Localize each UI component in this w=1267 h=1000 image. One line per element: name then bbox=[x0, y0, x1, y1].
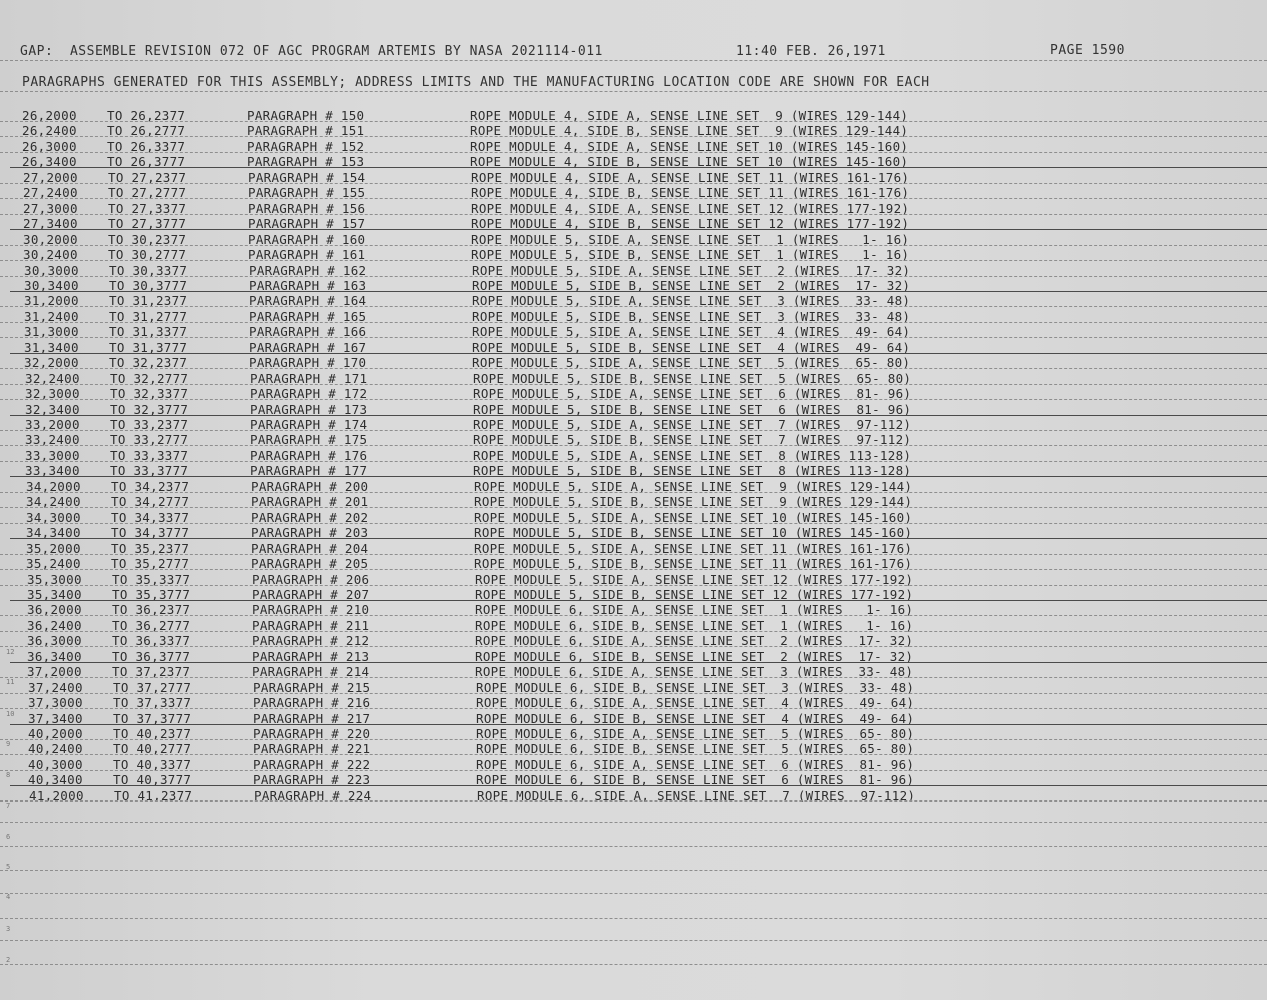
address-start: 34,3000 bbox=[26, 509, 81, 525]
rope-module-description: ROPE MODULE 5, SIDE B, SENSE LINE SET 2 (WIRES 17- 32) bbox=[472, 277, 911, 293]
rope-module-description: ROPE MODULE 6, SIDE B, SENSE LINE SET 2 (WIRES 17- 32) bbox=[475, 648, 914, 664]
ruled-line bbox=[10, 353, 1267, 354]
rope-module-description: ROPE MODULE 6, SIDE A, SENSE LINE SET 7 (WIRES 97-112) bbox=[477, 787, 916, 803]
rope-module-description: ROPE MODULE 6, SIDE B, SENSE LINE SET 6 (WIRES 81- 96) bbox=[476, 772, 915, 788]
ruled-line bbox=[0, 870, 1267, 871]
rope-module-description: ROPE MODULE 5, SIDE A, SENSE LINE SET 8 (WIRES 113-128) bbox=[473, 447, 912, 463]
rope-module-description: ROPE MODULE 6, SIDE A, SENSE LINE SET 6 (WIRES 81- 96) bbox=[476, 756, 915, 772]
address-start: 26,2000 bbox=[22, 108, 77, 123]
paragraph-number: PARAGRAPH # 177 bbox=[250, 463, 368, 479]
paragraph-number: PARAGRAPH # 150 bbox=[247, 108, 365, 123]
paragraph-number: PARAGRAPH # 170 bbox=[249, 355, 367, 371]
address-end: TO 27,2777 bbox=[108, 185, 187, 201]
address-start: 36,2400 bbox=[27, 617, 82, 633]
address-start: 32,3000 bbox=[25, 386, 80, 402]
margin-number: 6 bbox=[6, 833, 11, 841]
address-end: TO 37,2377 bbox=[112, 664, 191, 680]
ruled-line bbox=[0, 822, 1267, 823]
rope-module-description: ROPE MODULE 5, SIDE B, SENSE LINE SET 9 (WIRES 129-144) bbox=[474, 494, 913, 510]
rope-module-description: ROPE MODULE 5, SIDE A, SENSE LINE SET 4 (WIRES 49- 64) bbox=[472, 324, 911, 340]
ruled-line bbox=[0, 800, 1267, 801]
address-start: 33,3000 bbox=[25, 447, 80, 463]
ruled-line bbox=[0, 569, 1267, 570]
ruled-line bbox=[0, 430, 1267, 431]
ruled-line bbox=[0, 91, 1267, 92]
paragraph-number: PARAGRAPH # 204 bbox=[251, 540, 369, 556]
address-end: TO 30,3777 bbox=[109, 277, 188, 293]
paragraph-number: PARAGRAPH # 216 bbox=[253, 695, 371, 711]
rope-module-description: ROPE MODULE 6, SIDE B, SENSE LINE SET 5 (WIRES 65- 80) bbox=[476, 741, 915, 757]
rope-module-description: ROPE MODULE 6, SIDE A, SENSE LINE SET 3 (WIRES 33- 48) bbox=[475, 664, 914, 680]
address-end: TO 30,2377 bbox=[108, 231, 187, 247]
ruled-line bbox=[0, 940, 1267, 941]
paragraph-number: PARAGRAPH # 172 bbox=[250, 386, 368, 402]
address-end: TO 34,2777 bbox=[111, 494, 190, 510]
ruled-line bbox=[0, 646, 1267, 647]
address-end: TO 33,2377 bbox=[110, 417, 189, 432]
address-end: TO 34,2377 bbox=[111, 478, 190, 494]
rope-module-description: ROPE MODULE 6, SIDE A, SENSE LINE SET 1 (WIRES 1- 16) bbox=[475, 602, 914, 618]
address-end: TO 32,3377 bbox=[110, 386, 189, 402]
address-end: TO 30,2777 bbox=[108, 247, 187, 263]
address-end: TO 35,3377 bbox=[112, 571, 191, 587]
address-end: TO 34,3777 bbox=[111, 525, 190, 541]
rope-module-description: ROPE MODULE 5, SIDE B, SENSE LINE SET 6 (WIRES 81- 96) bbox=[473, 401, 912, 417]
paragraph-number: PARAGRAPH # 205 bbox=[251, 556, 369, 572]
address-end: TO 27,3377 bbox=[108, 200, 187, 216]
rope-module-description: ROPE MODULE 5, SIDE A, SENSE LINE SET 12 (WIRES 177-192) bbox=[475, 571, 914, 587]
margin-number: 9 bbox=[6, 740, 11, 748]
rope-module-description: ROPE MODULE 5, SIDE B, SENSE LINE SET 11 (WIRES 161-176) bbox=[474, 556, 913, 572]
address-end: TO 36,2777 bbox=[112, 617, 191, 633]
address-end: TO 36,2377 bbox=[112, 602, 191, 618]
ruled-line bbox=[0, 198, 1267, 199]
header-timestamp: 11:40 FEB. 26,1971 bbox=[736, 44, 886, 59]
address-end: TO 34,3377 bbox=[111, 509, 190, 525]
ruled-line bbox=[10, 724, 1267, 725]
address-end: TO 26,3377 bbox=[107, 138, 186, 154]
address-end: TO 32,2777 bbox=[110, 370, 189, 386]
margin-number: 7 bbox=[6, 802, 11, 810]
address-start: 37,3400 bbox=[28, 710, 83, 726]
ruled-line bbox=[0, 368, 1267, 369]
ruled-line bbox=[10, 415, 1267, 416]
ruled-line bbox=[0, 893, 1267, 894]
paragraph-number: PARAGRAPH # 166 bbox=[249, 324, 367, 340]
ruled-line bbox=[0, 770, 1267, 771]
address-start: 37,2000 bbox=[27, 664, 82, 680]
address-end: TO 33,3377 bbox=[110, 447, 189, 463]
rope-module-description: ROPE MODULE 5, SIDE B, SENSE LINE SET 7 (WIRES 97-112) bbox=[473, 432, 912, 448]
address-end: TO 40,3777 bbox=[113, 772, 192, 788]
address-end: TO 32,2377 bbox=[109, 355, 188, 371]
address-end: TO 33,2777 bbox=[110, 432, 189, 448]
address-start: 26,3000 bbox=[22, 138, 77, 154]
rope-module-description: ROPE MODULE 6, SIDE B, SENSE LINE SET 1 (WIRES 1- 16) bbox=[475, 617, 914, 633]
address-start: 40,2000 bbox=[28, 726, 83, 741]
paragraph-number: PARAGRAPH # 152 bbox=[247, 138, 365, 154]
ruled-line bbox=[0, 615, 1267, 616]
address-start: 32,3400 bbox=[25, 401, 80, 417]
ruled-line bbox=[0, 306, 1267, 307]
address-end: TO 32,3777 bbox=[110, 401, 189, 417]
rope-module-description: ROPE MODULE 4, SIDE A, SENSE LINE SET 12 (WIRES 177-192) bbox=[471, 200, 910, 216]
address-start: 30,3400 bbox=[24, 277, 79, 293]
paragraph-number: PARAGRAPH # 214 bbox=[252, 664, 370, 680]
ruled-line bbox=[0, 507, 1267, 508]
rope-module-description: ROPE MODULE 5, SIDE A, SENSE LINE SET 3 (WIRES 33- 48) bbox=[472, 293, 911, 309]
address-start: 30,2000 bbox=[23, 231, 78, 247]
rope-module-description: ROPE MODULE 5, SIDE A, SENSE LINE SET 5 (WIRES 65- 80) bbox=[472, 355, 911, 371]
paragraph-number: PARAGRAPH # 203 bbox=[251, 525, 369, 541]
address-start: 27,3400 bbox=[23, 216, 78, 232]
paragraph-number: PARAGRAPH # 160 bbox=[248, 231, 366, 247]
address-end: TO 40,2777 bbox=[113, 741, 192, 757]
address-start: 37,2400 bbox=[28, 679, 83, 695]
address-start: 37,3000 bbox=[28, 695, 83, 711]
rope-module-description: ROPE MODULE 4, SIDE B, SENSE LINE SET 11 (WIRES 161-176) bbox=[471, 185, 910, 201]
address-start: 31,2400 bbox=[24, 308, 79, 324]
paragraph-number: PARAGRAPH # 176 bbox=[250, 447, 368, 463]
address-end: TO 40,3377 bbox=[113, 756, 192, 772]
address-start: 33,3400 bbox=[25, 463, 80, 479]
margin-number: 12 bbox=[6, 648, 15, 656]
paragraph-number: PARAGRAPH # 217 bbox=[253, 710, 371, 726]
ruled-line bbox=[0, 492, 1267, 493]
rope-module-description: ROPE MODULE 4, SIDE B, SENSE LINE SET 12 (WIRES 177-192) bbox=[471, 216, 910, 232]
rope-module-description: ROPE MODULE 5, SIDE A, SENSE LINE SET 7 (WIRES 97-112) bbox=[473, 417, 912, 432]
ruled-line bbox=[10, 785, 1267, 786]
rope-module-description: ROPE MODULE 5, SIDE A, SENSE LINE SET 6 (WIRES 81- 96) bbox=[473, 386, 912, 402]
paragraph-number: PARAGRAPH # 201 bbox=[251, 494, 369, 510]
paragraph-number: PARAGRAPH # 212 bbox=[252, 633, 370, 649]
ruled-line bbox=[0, 214, 1267, 215]
address-end: TO 31,2777 bbox=[109, 308, 188, 324]
paragraph-number: PARAGRAPH # 221 bbox=[253, 741, 371, 757]
ruled-line bbox=[0, 918, 1267, 919]
address-start: 31,3000 bbox=[24, 324, 79, 340]
ruled-line bbox=[0, 152, 1267, 153]
rope-module-description: ROPE MODULE 5, SIDE B, SENSE LINE SET 3 (WIRES 33- 48) bbox=[472, 308, 911, 324]
rope-module-description: ROPE MODULE 5, SIDE B, SENSE LINE SET 8 (WIRES 113-128) bbox=[473, 463, 912, 479]
address-start: 33,2400 bbox=[25, 432, 80, 448]
paragraph-number: PARAGRAPH # 210 bbox=[252, 602, 370, 618]
paragraph-number: PARAGRAPH # 153 bbox=[247, 154, 365, 170]
address-end: TO 37,2777 bbox=[113, 679, 192, 695]
rope-module-description: ROPE MODULE 4, SIDE A, SENSE LINE SET 9 (WIRES 129-144) bbox=[470, 108, 909, 123]
address-end: TO 30,3377 bbox=[109, 262, 188, 278]
paragraph-number: PARAGRAPH # 162 bbox=[249, 262, 367, 278]
ruled-line bbox=[0, 384, 1267, 385]
paragraph-number: PARAGRAPH # 161 bbox=[248, 247, 366, 263]
ruled-line bbox=[0, 708, 1267, 709]
address-end: TO 31,3777 bbox=[109, 339, 188, 355]
rope-module-description: ROPE MODULE 5, SIDE A, SENSE LINE SET 1 (WIRES 1- 16) bbox=[471, 231, 910, 247]
address-end: TO 31,2377 bbox=[109, 293, 188, 309]
paragraph-number: PARAGRAPH # 154 bbox=[248, 169, 366, 185]
rope-module-description: ROPE MODULE 5, SIDE A, SENSE LINE SET 11 (WIRES 161-176) bbox=[474, 540, 913, 556]
rope-module-description: ROPE MODULE 5, SIDE B, SENSE LINE SET 10 (WIRES 145-160) bbox=[474, 525, 913, 541]
address-start: 36,3400 bbox=[27, 648, 82, 664]
ruled-line bbox=[0, 964, 1267, 965]
rope-module-description: ROPE MODULE 4, SIDE B, SENSE LINE SET 10 (WIRES 145-160) bbox=[470, 154, 909, 170]
rope-module-description: ROPE MODULE 6, SIDE B, SENSE LINE SET 4 (WIRES 49- 64) bbox=[476, 710, 915, 726]
address-end: TO 36,3377 bbox=[112, 633, 191, 649]
address-end: TO 37,3377 bbox=[113, 695, 192, 711]
ruled-line bbox=[0, 399, 1267, 400]
address-end: TO 33,3777 bbox=[110, 463, 189, 479]
address-end: TO 26,2777 bbox=[107, 123, 186, 139]
ruled-line bbox=[10, 476, 1267, 477]
ruled-line bbox=[10, 229, 1267, 230]
rope-module-description: ROPE MODULE 6, SIDE A, SENSE LINE SET 4 (WIRES 49- 64) bbox=[476, 695, 915, 711]
margin-number: 10 bbox=[6, 710, 15, 718]
paragraph-number: PARAGRAPH # 156 bbox=[248, 200, 366, 216]
address-start: 31,2000 bbox=[24, 293, 79, 309]
address-start: 34,2000 bbox=[26, 478, 81, 494]
rope-module-description: ROPE MODULE 5, SIDE B, SENSE LINE SET 12 (WIRES 177-192) bbox=[475, 586, 914, 602]
address-end: TO 26,2377 bbox=[107, 108, 186, 123]
rope-module-description: ROPE MODULE 4, SIDE A, SENSE LINE SET 11 (WIRES 161-176) bbox=[471, 169, 910, 185]
address-start: 35,2400 bbox=[26, 556, 81, 572]
address-end: TO 26,3777 bbox=[107, 154, 186, 170]
margin-number: 4 bbox=[6, 893, 11, 901]
rope-module-description: ROPE MODULE 6, SIDE A, SENSE LINE SET 5 (WIRES 65- 80) bbox=[476, 726, 915, 741]
ruled-line bbox=[0, 754, 1267, 755]
ruled-line bbox=[0, 322, 1267, 323]
address-start: 26,3400 bbox=[22, 154, 77, 170]
rope-module-description: ROPE MODULE 6, SIDE B, SENSE LINE SET 3 (WIRES 33- 48) bbox=[476, 679, 915, 695]
paragraph-number: PARAGRAPH # 222 bbox=[253, 756, 371, 772]
paragraph-number: PARAGRAPH # 211 bbox=[252, 617, 370, 633]
header-page-number: PAGE 1590 bbox=[1050, 43, 1125, 58]
paragraph-number: PARAGRAPH # 213 bbox=[252, 648, 370, 664]
paragraph-number: PARAGRAPH # 171 bbox=[250, 370, 368, 386]
address-end: TO 36,3777 bbox=[112, 648, 191, 664]
margin-number: 2 bbox=[6, 956, 11, 964]
ruled-line bbox=[10, 662, 1267, 663]
paragraph-number: PARAGRAPH # 164 bbox=[249, 293, 367, 309]
ruled-line bbox=[0, 445, 1267, 446]
paragraph-number: PARAGRAPH # 175 bbox=[250, 432, 368, 448]
ruled-line bbox=[0, 846, 1267, 847]
rope-module-description: ROPE MODULE 5, SIDE A, SENSE LINE SET 9 (WIRES 129-144) bbox=[474, 478, 913, 494]
address-end: TO 35,3777 bbox=[112, 586, 191, 602]
paragraph-number: PARAGRAPH # 224 bbox=[254, 787, 372, 803]
paragraph-number: PARAGRAPH # 163 bbox=[249, 277, 367, 293]
rope-module-description: ROPE MODULE 5, SIDE A, SENSE LINE SET 10 (WIRES 145-160) bbox=[474, 509, 913, 525]
ruled-line bbox=[10, 600, 1267, 601]
paragraph-number: PARAGRAPH # 173 bbox=[250, 401, 368, 417]
margin-number: 3 bbox=[6, 925, 11, 933]
ruled-line bbox=[0, 631, 1267, 632]
address-end: TO 40,2377 bbox=[113, 726, 192, 741]
ruled-line bbox=[0, 585, 1267, 586]
address-start: 36,3000 bbox=[27, 633, 82, 649]
address-end: TO 41,2377 bbox=[114, 787, 193, 803]
ruled-line bbox=[0, 245, 1267, 246]
ruled-line bbox=[0, 739, 1267, 740]
paragraph-number: PARAGRAPH # 215 bbox=[253, 679, 371, 695]
ruled-line bbox=[0, 121, 1267, 122]
ruled-line bbox=[0, 276, 1267, 277]
address-start: 30,2400 bbox=[23, 247, 78, 263]
address-start: 27,2000 bbox=[23, 169, 78, 185]
ruled-line bbox=[0, 693, 1267, 694]
rope-module-description: ROPE MODULE 5, SIDE B, SENSE LINE SET 5 (WIRES 65- 80) bbox=[473, 370, 912, 386]
ruled-line bbox=[0, 554, 1267, 555]
address-start: 40,3400 bbox=[28, 772, 83, 788]
ruled-line bbox=[0, 60, 1267, 61]
ruled-line bbox=[0, 337, 1267, 338]
address-start: 26,2400 bbox=[22, 123, 77, 139]
address-start: 33,2000 bbox=[25, 417, 80, 432]
address-start: 35,2000 bbox=[26, 540, 81, 556]
address-start: 32,2000 bbox=[24, 355, 79, 371]
ruled-line bbox=[0, 136, 1267, 137]
paragraph-number: PARAGRAPH # 223 bbox=[253, 772, 371, 788]
paragraph-number: PARAGRAPH # 157 bbox=[248, 216, 366, 232]
rope-module-description: ROPE MODULE 6, SIDE A, SENSE LINE SET 2 (WIRES 17- 32) bbox=[475, 633, 914, 649]
ruled-line bbox=[10, 538, 1267, 539]
address-end: TO 35,2777 bbox=[111, 556, 190, 572]
paragraph-number: PARAGRAPH # 174 bbox=[250, 417, 368, 432]
address-start: 34,3400 bbox=[26, 525, 81, 541]
address-end: TO 31,3377 bbox=[109, 324, 188, 340]
ruled-line bbox=[10, 291, 1267, 292]
ruled-line bbox=[0, 461, 1267, 462]
paragraph-number: PARAGRAPH # 155 bbox=[248, 185, 366, 201]
margin-number: 11 bbox=[6, 678, 15, 686]
paragraph-number: PARAGRAPH # 207 bbox=[252, 586, 370, 602]
address-start: 32,2400 bbox=[25, 370, 80, 386]
header-subtitle: PARAGRAPHS GENERATED FOR THIS ASSEMBLY; ADDRESS LIMITS AND THE MANUFACTURING LOCATION CODE ARE SHOWN FOR EACH bbox=[22, 75, 930, 90]
address-start: 41,2000 bbox=[29, 787, 84, 803]
paragraph-number: PARAGRAPH # 200 bbox=[251, 478, 369, 494]
address-start: 35,3400 bbox=[27, 586, 82, 602]
ruled-line bbox=[0, 523, 1267, 524]
paragraph-number: PARAGRAPH # 165 bbox=[249, 308, 367, 324]
address-start: 31,3400 bbox=[24, 339, 79, 355]
address-end: TO 35,2377 bbox=[111, 540, 190, 556]
address-start: 27,2400 bbox=[23, 185, 78, 201]
paragraph-number: PARAGRAPH # 206 bbox=[252, 571, 370, 587]
ruled-line bbox=[0, 183, 1267, 184]
address-end: TO 37,3777 bbox=[113, 710, 192, 726]
address-start: 40,2400 bbox=[28, 741, 83, 757]
header-assembly-line: GAP: ASSEMBLE REVISION 072 OF AGC PROGRAM ARTEMIS BY NASA 2021114-011 bbox=[20, 44, 603, 59]
rope-module-description: ROPE MODULE 5, SIDE A, SENSE LINE SET 2 (WIRES 17- 32) bbox=[472, 262, 911, 278]
ruled-line bbox=[0, 677, 1267, 678]
margin-number: 5 bbox=[6, 863, 11, 871]
paragraph-number: PARAGRAPH # 202 bbox=[251, 509, 369, 525]
rope-module-description: ROPE MODULE 5, SIDE B, SENSE LINE SET 4 (WIRES 49- 64) bbox=[472, 339, 911, 355]
ruled-line bbox=[0, 801, 1267, 802]
address-start: 35,3000 bbox=[27, 571, 82, 587]
paragraph-number: PARAGRAPH # 151 bbox=[247, 123, 365, 139]
ruled-line bbox=[0, 260, 1267, 261]
address-end: TO 27,2377 bbox=[108, 169, 187, 185]
address-start: 34,2400 bbox=[26, 494, 81, 510]
address-start: 27,3000 bbox=[23, 200, 78, 216]
address-start: 30,3000 bbox=[24, 262, 79, 278]
paragraph-number: PARAGRAPH # 167 bbox=[249, 339, 367, 355]
paragraph-number: PARAGRAPH # 220 bbox=[253, 726, 371, 741]
rope-module-description: ROPE MODULE 4, SIDE A, SENSE LINE SET 10 (WIRES 145-160) bbox=[470, 138, 909, 154]
address-end: TO 27,3777 bbox=[108, 216, 187, 232]
margin-number: 8 bbox=[6, 771, 11, 779]
address-start: 36,2000 bbox=[27, 602, 82, 618]
rope-module-description: ROPE MODULE 4, SIDE B, SENSE LINE SET 9 (WIRES 129-144) bbox=[470, 123, 909, 139]
rope-module-description: ROPE MODULE 5, SIDE B, SENSE LINE SET 1 (WIRES 1- 16) bbox=[471, 247, 910, 263]
address-start: 40,3000 bbox=[28, 756, 83, 772]
ruled-line bbox=[10, 167, 1267, 168]
